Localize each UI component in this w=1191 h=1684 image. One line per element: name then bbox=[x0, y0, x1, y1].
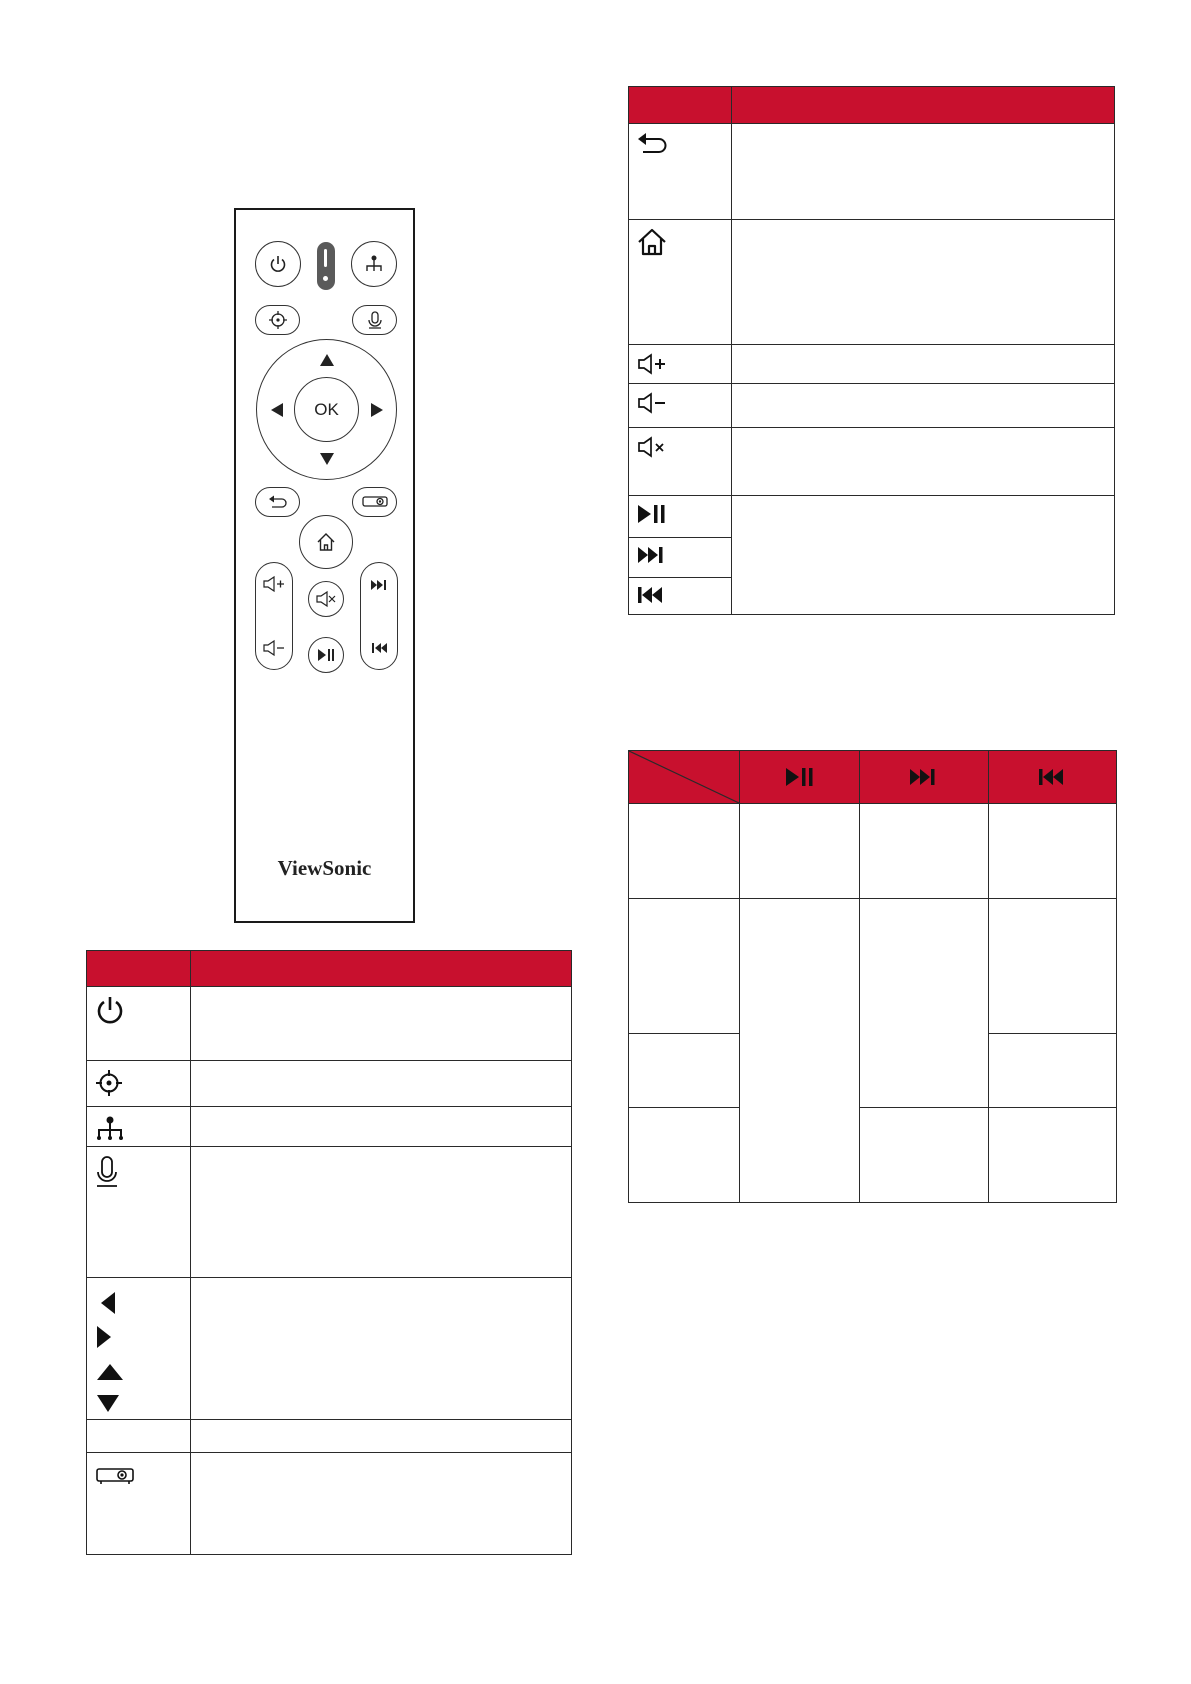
ok-cell bbox=[87, 1420, 191, 1453]
play-pause-icon bbox=[785, 767, 815, 787]
volume-up-icon[interactable] bbox=[262, 575, 286, 593]
network-button[interactable] bbox=[351, 241, 397, 287]
table-cell bbox=[860, 899, 989, 1108]
next-track-icon bbox=[909, 768, 939, 786]
next-track-icon[interactable] bbox=[371, 580, 387, 590]
next-track-icon bbox=[637, 546, 667, 564]
remote-buttons-table-left bbox=[86, 950, 572, 1555]
table-cell bbox=[989, 899, 1117, 1034]
back-button[interactable] bbox=[255, 487, 300, 517]
table-cell bbox=[629, 1034, 740, 1108]
table-cell bbox=[989, 804, 1117, 899]
arrow-down-icon bbox=[97, 1395, 119, 1412]
media-function-table bbox=[628, 750, 1117, 1203]
description-cell bbox=[191, 1147, 572, 1278]
microphone-button[interactable] bbox=[352, 305, 397, 335]
network-icon bbox=[95, 1115, 125, 1141]
arrow-keys-icons bbox=[95, 1292, 127, 1412]
ok-button[interactable] bbox=[294, 377, 359, 442]
arrow-left-icon[interactable] bbox=[271, 403, 283, 417]
mute-icon bbox=[637, 436, 669, 458]
table-cell bbox=[629, 804, 740, 899]
remote-control bbox=[234, 208, 415, 923]
led-indicator bbox=[317, 242, 335, 290]
header-next-track bbox=[860, 751, 989, 804]
focus-icon bbox=[95, 1069, 123, 1097]
description-cell bbox=[732, 220, 1115, 345]
play-pause-button[interactable] bbox=[308, 637, 344, 673]
table-cell bbox=[989, 1034, 1117, 1108]
focus-icon bbox=[268, 310, 288, 330]
table-cell bbox=[989, 1108, 1117, 1203]
description-cell bbox=[732, 384, 1115, 428]
arrow-left-icon bbox=[101, 1292, 115, 1314]
volume-rocker[interactable] bbox=[255, 562, 293, 670]
description-cell bbox=[732, 428, 1115, 496]
mute-button[interactable] bbox=[308, 581, 344, 617]
projector-button[interactable] bbox=[352, 487, 397, 517]
ok-label: OK bbox=[314, 399, 339, 419]
media-description-cell bbox=[732, 496, 1115, 615]
description-cell bbox=[191, 1453, 572, 1555]
arrow-up-icon[interactable] bbox=[320, 354, 334, 366]
previous-track-icon bbox=[1038, 768, 1068, 786]
header-icon-cell bbox=[87, 951, 191, 987]
track-rocker[interactable] bbox=[360, 562, 398, 670]
network-icon bbox=[363, 254, 385, 274]
brand-logo: ViewSonic bbox=[277, 856, 372, 880]
play-pause-icon bbox=[318, 649, 334, 661]
power-icon bbox=[268, 254, 288, 274]
header-icon-cell bbox=[629, 87, 732, 124]
table-cell bbox=[860, 1108, 989, 1203]
table-cell bbox=[629, 899, 740, 1034]
header-previous-track bbox=[989, 751, 1117, 804]
microphone-icon bbox=[95, 1155, 119, 1189]
arrow-right-icon[interactable] bbox=[371, 403, 383, 417]
remote-buttons-table-right bbox=[628, 86, 1115, 615]
table-cell bbox=[740, 899, 860, 1203]
description-cell bbox=[191, 1420, 572, 1453]
power-icon bbox=[95, 995, 125, 1027]
description-cell bbox=[191, 1061, 572, 1107]
header-desc-cell bbox=[732, 87, 1115, 124]
header-desc-cell bbox=[191, 951, 572, 987]
arrow-up-icon bbox=[97, 1364, 123, 1380]
play-pause-icon bbox=[637, 504, 667, 524]
arrow-down-icon[interactable] bbox=[320, 453, 334, 465]
power-button[interactable] bbox=[255, 241, 301, 287]
table-cell bbox=[629, 1108, 740, 1203]
direction-pad bbox=[256, 339, 397, 480]
previous-track-icon[interactable] bbox=[371, 643, 387, 653]
focus-button[interactable] bbox=[255, 305, 300, 335]
back-icon bbox=[268, 494, 288, 510]
table-cell bbox=[860, 804, 989, 899]
table-cell bbox=[740, 804, 860, 899]
volume-down-icon[interactable] bbox=[262, 639, 286, 657]
previous-track-icon bbox=[637, 586, 667, 604]
description-cell bbox=[191, 1278, 572, 1420]
description-cell bbox=[732, 124, 1115, 220]
home-icon bbox=[316, 532, 336, 552]
back-icon bbox=[637, 132, 667, 156]
description-cell bbox=[732, 345, 1115, 384]
mute-icon bbox=[315, 590, 337, 608]
projector-icon bbox=[95, 1467, 135, 1485]
volume-down-icon bbox=[637, 392, 669, 414]
home-icon bbox=[637, 228, 667, 256]
diagonal-divider bbox=[629, 751, 739, 803]
microphone-icon bbox=[367, 310, 383, 330]
header-play-pause bbox=[740, 751, 860, 804]
description-cell bbox=[191, 1107, 572, 1147]
arrow-right-icon bbox=[97, 1326, 111, 1348]
description-cell bbox=[191, 987, 572, 1061]
home-button[interactable] bbox=[299, 515, 353, 569]
projector-icon bbox=[362, 495, 388, 509]
corner-header-cell bbox=[629, 751, 740, 804]
volume-up-icon bbox=[637, 353, 669, 375]
